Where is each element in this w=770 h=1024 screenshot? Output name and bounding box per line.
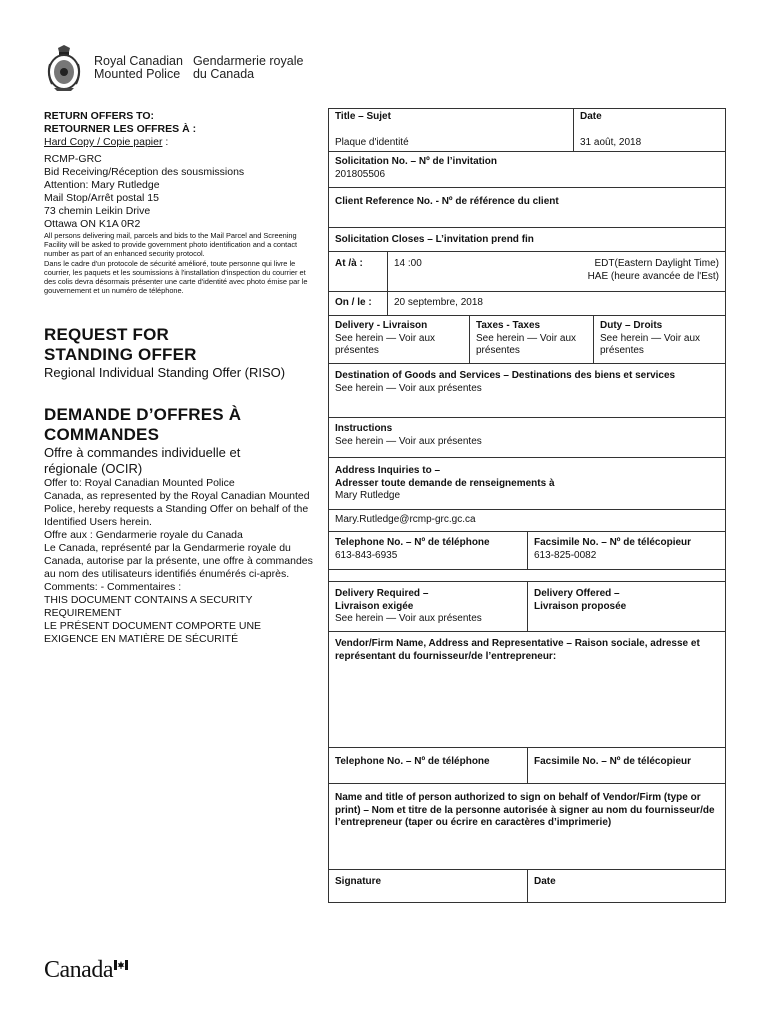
org-en-line2: Mounted Police [94,67,181,81]
canada-request-en: Canada, as represented by the Royal Canadian Mounted Police, hereby requests a Standing Offer on behalf of the Identified Users herein. [44,490,310,529]
solicitation-value: 201805506 [335,168,386,180]
inquiries-label-2: Adresser toute demande de renseignements à [335,477,555,489]
title-fr-line1: DEMANDE D’OFFRES À [44,405,242,425]
vendor-fax-field[interactable]: Facsimile No. – Nº de télécopieur [527,748,725,783]
return-offers-fr: RETOURNER LES OFFRES À : [44,123,197,135]
org-en-line1: Royal Canadian [94,54,183,68]
delivery-required-label-2: Livraison exigée [335,600,414,612]
org-fr-line1: Gendarmerie royale [192,54,304,68]
inquiries-email-row [329,510,725,532]
taxes-label: Taxes - Taxes [476,320,541,331]
canada-wordmark-text: Canada [44,957,113,983]
authorized-person-row [329,784,725,870]
duty-value: See herein — Voir aux présentes [600,332,701,356]
closes-row [329,228,725,252]
inquiries-row [329,458,725,510]
solicitation-row [329,152,725,188]
phone-label: Telephone No. – Nº de téléphone [335,537,490,548]
hard-copy-text: Hard Copy / Copie papier [44,136,163,148]
vendor-row [329,632,725,748]
inquiries-email[interactable]: Mary.Rutledge@rcmp-grc.gc.ca [335,514,476,525]
signature-date-field[interactable]: Date [527,870,725,902]
destination-row [329,364,725,418]
security-requirement-fr: LE PRÉSENT DOCUMENT COMPORTE UNE EXIGENCE EN MATIÈRE DE SÉCURITÉ [44,620,262,646]
closing-date-value[interactable]: 20 septembre, 2018 [387,292,725,315]
riso-subtitle: Regional Individual Standing Offer (RISO) [44,365,286,381]
delivery-value: See herein — Voir aux présentes [335,332,436,356]
date-label: Date [580,111,602,122]
header [44,44,303,92]
title-fr-line2: COMMANDES [44,425,160,445]
vendor-phone-field[interactable]: Telephone No. – Nº de téléphone [335,756,490,767]
address-line: Attention: Mary Rutledge [44,179,160,191]
title-value: Plaque d'identité [335,136,409,148]
org-fr-line2: du Canada [192,67,255,81]
fax-value: 613-825-0082 [534,549,597,561]
inquiries-field [329,458,725,509]
delivery-offered-field[interactable] [527,582,725,631]
phone-fax-row [329,532,725,570]
canada-wordmark [44,957,128,984]
authorized-person-field[interactable]: Name and title of person authorized to sign on behalf of Vendor/Firm (type or print) – Nom et titre de la personne autorisée à signer au nom du fournisseur/de l’entrepreneur (taper ou écrire en caractères d’imprimerie) [335,792,715,828]
taxes-field[interactable] [469,316,593,363]
delivery-offered-label-1: Delivery Offered – [534,588,620,599]
canada-request-fr: Le Canada, représenté par la Gendarmerie royale du Canada, autorise par la présente, une offre à commandes au nom des utilisateurs identifiés énumérés ci-après. [44,542,313,581]
delivery-field[interactable] [329,316,469,363]
closing-date-row [329,292,725,316]
instructions-row [329,418,725,458]
solicitation-form [328,108,726,903]
canada-flag-icon [114,960,128,970]
delivery-required-value: See herein — Voir aux présentes [335,613,482,624]
return-offers-en: RETURN OFFERS TO: [44,110,155,122]
hard-copy-colon: : [162,136,169,148]
phone-field[interactable] [329,532,527,569]
address-line: 73 chemin Leikin Drive [44,205,151,217]
title-date-row [329,109,725,152]
offre-aux: Offre aux : Gendarmerie royale du Canada [44,529,243,542]
org-name-en [94,55,183,81]
delivery-label: Delivery - Livraison [335,320,428,331]
instructions-value: See herein — Voir aux présentes [335,435,482,447]
title-label: Title – Sujet [335,111,391,122]
title-en-line1: REQUEST FOR [44,325,169,345]
taxes-value: See herein — Voir aux présentes [476,332,577,356]
request-title-en [44,325,314,365]
ocir-subtitle-line1: Offre à commandes individuelle et [44,445,241,461]
organization-name [94,55,303,81]
date-value: 31 août, 2018 [580,136,642,148]
inquiries-name: Mary Rutledge [335,490,401,501]
destination-field[interactable] [329,364,725,417]
rcmp-crest-icon [44,44,84,92]
fax-field[interactable] [527,532,725,569]
return-address [44,153,314,231]
inquiries-label-1: Address Inquiries to – [335,465,441,476]
client-reference-row [329,188,725,228]
delivery-offered-label-2: Livraison proposée [534,600,627,612]
security-notice-fr: Dans le cadre d'un protocole de sécurité amélioré, toute personne qui livre le courrier, les paquets et les soumissions à l'installation d'inspection du courrier et des colis devra désormais présenter une carte d'identité avec photo émise par le gouvernement et un numéro de téléphone. [44,258,308,296]
title-field[interactable] [329,109,573,151]
delivery-required-label-1: Delivery Required – [335,588,429,599]
signature-field[interactable]: Signature [335,876,382,887]
signature-row [329,870,725,902]
solicitation-label: Solicitation No. – Nº de l’invitation [335,156,497,167]
instructions-field[interactable] [329,418,725,457]
duty-label: Duty – Droits [600,320,663,331]
date-field[interactable] [573,109,725,151]
address-line: Bid Receiving/Réception des sousmissions [44,166,245,178]
spacer-row [329,570,725,582]
security-notice-en: All persons delivering mail, parcels and bids to the Mail Parcel and Screening Facility will be asked to provide government photo identification and a contact number as part of an enhanced security protocol. [44,231,298,259]
on-label: On / le : [335,297,372,308]
destination-value: See herein — Voir aux présentes [335,382,482,394]
phone-value: 613-843-6935 [335,549,398,561]
fax-label: Facsimile No. – Nº de télécopieur [534,537,692,548]
solicitation-field[interactable] [329,152,725,187]
delivery-required-field[interactable] [329,582,527,631]
closes-label: Solicitation Closes – L’invitation prend fin [335,234,534,245]
delivery-taxes-duty-row [329,316,725,364]
vendor-phone-fax-row [329,748,725,784]
org-name-fr [193,55,303,81]
timezone-en: EDT(Eastern Daylight Time) [594,258,719,269]
security-requirement-en: THIS DOCUMENT CONTAINS A SECURITY REQUIREMENT [44,594,253,620]
instructions-label: Instructions [335,423,393,434]
duty-field[interactable] [593,316,725,363]
timezone-fr: HAE (heure avancée de l'Est) [587,270,719,282]
ocir-subtitle-line2: régionale (OCIR) [44,461,143,477]
address-line: Mail Stop/Arrêt postal 15 [44,192,159,204]
closing-time-value[interactable]: 14 :00 [387,252,567,291]
at-label: At /à : [335,258,363,269]
closing-time-row [329,252,725,292]
offer-to: Offer to: Royal Canadian Mounted Police [44,477,235,490]
address-line: Ottawa ON K1A 0R2 [44,218,141,230]
destination-label: Destination of Goods and Services – Destinations des biens et services [335,370,676,381]
address-line: RCMP-GRC [44,153,102,165]
delivery-required-offered-row [329,582,725,632]
left-column [44,110,314,646]
timezone [567,252,725,291]
vendor-field[interactable]: Vendor/Firm Name, Address and Representative – Raison sociale, adresse et représentant du fournisseur/de l’entrepreneur: [335,638,700,662]
hard-copy-label [44,136,314,149]
client-reference-field[interactable]: Client Reference No. - Nº de référence du client [335,196,559,207]
comments-label: Comments: - Commentaires : [44,581,182,594]
title-en-line2: STANDING OFFER [44,345,197,365]
request-title-fr [44,405,314,445]
